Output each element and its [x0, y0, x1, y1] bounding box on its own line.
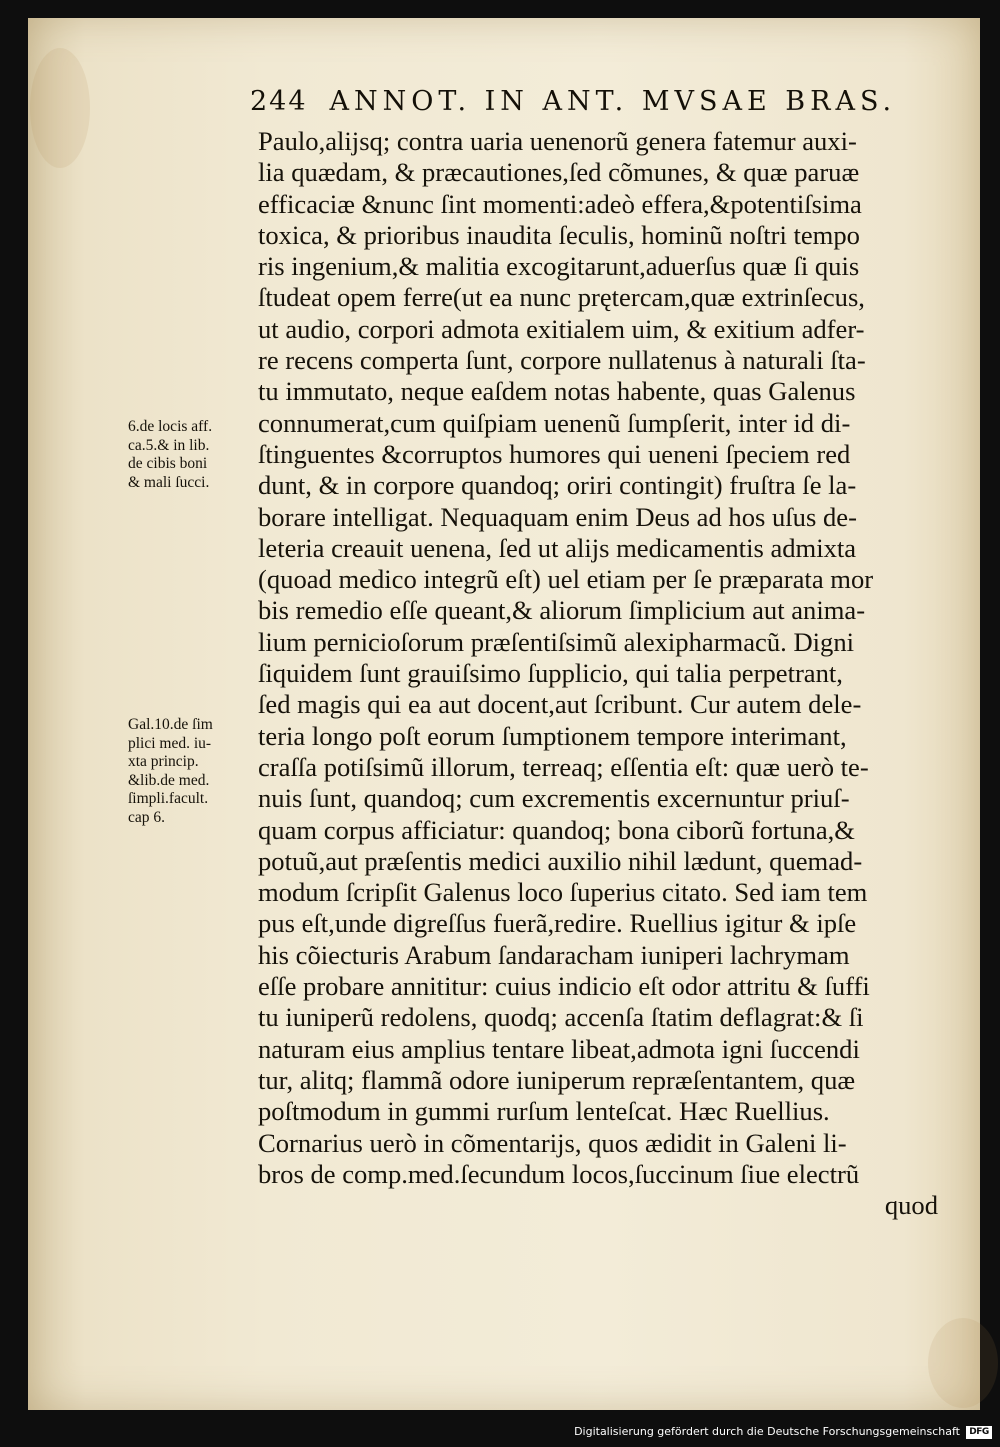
paper-stain — [30, 48, 90, 168]
main-text-block — [258, 126, 958, 1221]
text-line: ſtinguentes &corruptos humores qui ueneni ſpeciem red — [258, 438, 851, 469]
text-line: ſed magis qui ea aut docent,aut ſcribunt. Cur autem dele- — [258, 689, 862, 720]
catchword: quod — [884, 1190, 938, 1221]
text-line: (quoad medico integrũ eſt) uel etiam per ſe præparata mor — [258, 564, 874, 595]
text-line: ſiquidem ſunt grauiſsimo ſupplicio, qui talia perpetrant, — [258, 658, 843, 689]
text-line: teria longo poſt eorum ſumptionem tempore interimant, — [258, 720, 847, 751]
digitization-footer — [0, 1422, 1000, 1447]
text-line: quam corpus afficiatur: quandoq; bona ciborũ fortuna,& — [258, 814, 855, 845]
margin-note-line: xta princip. — [128, 753, 199, 770]
text-line: tu iuniperũ redolens, quodq; accenſa ſtatim deflagrat:& ſi — [258, 1002, 864, 1033]
text-line: Cornarius uerò in cõmentarijs, quos ædidit in Galeni li- — [258, 1127, 847, 1158]
text-line: naturam eius amplius tentare libeat,admota igni ſuccendi — [258, 1033, 860, 1064]
margin-note-line: Gal.10.de ſim — [128, 716, 213, 733]
text-line: pus eſt,unde digreſſus fuerã,redire. Ruellius igitur & ipſe — [258, 908, 857, 939]
text-line: poſtmodum in gummi rurſum lenteſcat. Hæc Ruellius. — [258, 1096, 830, 1127]
text-line: leteria creauit uenena, ſed ut alijs medicamentis admixta — [258, 532, 857, 563]
margin-note-line: ſimpli.facult. — [128, 790, 209, 807]
funding-credit: Digitalisierung gefördert durch die Deutsche Forschungsgemeinschaft — [574, 1425, 960, 1438]
text-line: potuũ,aut præſentis medici auxilio nihil lædunt, quemad- — [258, 845, 863, 876]
text-line: ris ingenium,& malitia excogitarunt,aduerſus quæ ſi quis — [258, 251, 860, 282]
text-line: eſſe probare annititur: cuius indicio eſt odor attritu & ſuffi — [258, 971, 870, 1002]
text-line: his cõiecturis Arabum ſandaracham iuniperi lachrymam — [258, 939, 850, 970]
text-line: tu immutato, neque eaſdem notas habente, quas Galenus — [258, 376, 856, 407]
page-number: 244 — [250, 86, 308, 117]
margin-note-line: & mali ſucci. — [128, 473, 210, 491]
margin-note-galen-de-locis — [128, 418, 252, 492]
text-line: toxica, & prioribus inaudita ſeculis, hominũ noſtri tempo — [258, 219, 860, 250]
text-line: nuis ſunt, quandoq; cum excrementis excernuntur priuſ- — [258, 783, 850, 814]
text-line: re recens comperta ſunt, corpore nullatenus à naturali ſta- — [258, 345, 866, 376]
text-line: Paulo,alijsq; contra uaria uenenorũ genera fatemur auxi- — [258, 126, 857, 156]
margin-note-line: de cibis boni — [128, 455, 208, 472]
text-line: bros de comp.med.ſecundum locos,ſuccinum ſiue electrũ — [258, 1158, 860, 1189]
margin-note-galen-de-simplici — [128, 716, 252, 827]
text-line: ſtudeat opem ferre(ut ea nunc prętercam,quæ extrinſecus, — [258, 282, 865, 313]
text-line: ut audio, corpori admota exitialem uim, & exitium adfer- — [258, 313, 865, 344]
text-line: dunt, & in corpore quandoq; oriri contingit) fruſtra ſe la- — [258, 470, 857, 501]
dfg-logo-icon: DFG — [966, 1426, 992, 1439]
text-line: lium pernicioſorum præſentiſsimũ alexipharmacũ. Digni — [258, 626, 855, 657]
running-header — [250, 86, 950, 117]
text-line: connumerat,cum quiſpiam uenenũ ſumpſerit, inter id di- — [258, 407, 851, 438]
text-line: modum ſcripſit Galenus loco ſuperius citato. Sed iam tem — [258, 877, 868, 908]
margin-note-line: &lib.de med. — [128, 771, 210, 789]
paper-stain — [928, 1318, 998, 1408]
margin-note-line: plici med. iu- — [128, 734, 212, 752]
margin-note-line: ca.5.& in lib. — [128, 436, 210, 454]
text-line: tur, alitq; flammã odore iuniperum repræſentantem, quæ — [258, 1064, 856, 1095]
running-title: ANNOT. IN ANT. MVSAE BRAS. — [329, 86, 897, 117]
text-line: lia quædam, & præcautiones,ſed cõmunes, & quæ paruæ — [258, 157, 860, 188]
text-line: bis remedio eſſe queant,& aliorum ſimplicium aut anima- — [258, 595, 866, 626]
margin-note-line: cap 6. — [128, 808, 166, 826]
text-line: efficaciæ &nunc ſint momenti:adeò effera,&potentiſsima — [258, 188, 862, 219]
margin-note-line: 6.de locis aff. — [128, 418, 213, 435]
text-line: craſſa potiſsimũ illorum, terreaq; eſſentia eſt: quæ uerò te- — [258, 751, 869, 782]
text-line: borare intelligat. Nequaquam enim Deus ad hos uſus de- — [258, 501, 857, 532]
